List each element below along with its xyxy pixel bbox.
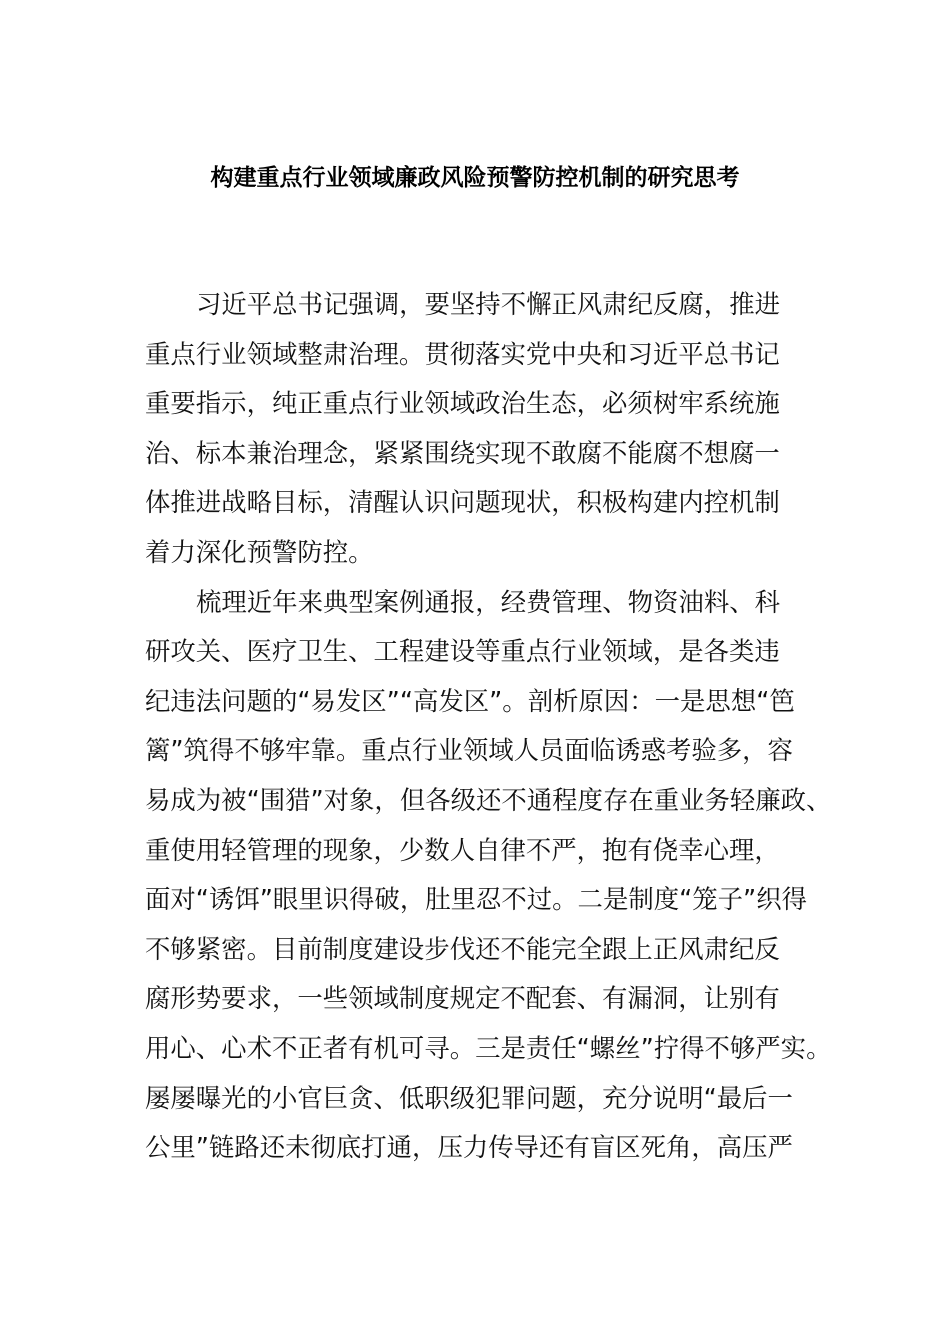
text-line: 纪违法问题的“易发区”“高发区”。剖析原因：一是思想“笆 — [145, 685, 795, 716]
text-line: 习近平总书记强调，要坚持不懈正风肃纪反腐，推进 — [196, 289, 780, 319]
paragraph-1 — [145, 280, 815, 578]
text-line: 体推进战略目标，清醒认识问题现状，积极构建内控机制 — [145, 487, 780, 518]
text-line: 易成为被“围猎”对象，但各级还不通程度存在重业务轻廉政、 — [145, 784, 832, 815]
text-line: 腐形势要求，一些领域制度规定不配套、有漏洞，让别有 — [145, 983, 780, 1014]
text-line: 用心、心术不正者有机可寻。三是责任“螺丝”拧得不够严实。 — [145, 1032, 832, 1063]
text-line: 屡屡曝光的小官巨贪、低职级犯罪问题，充分说明“最后一 — [145, 1082, 793, 1113]
text-line: 公里”链路还未彻底打通，压力传导还有盲区死角，高压严 — [145, 1132, 793, 1163]
text-line: 着力深化预警防控。 — [145, 536, 374, 567]
text-line: 不够紧密。目前制度建设步伐还不能完全跟上正风肃纪反 — [145, 933, 780, 964]
text-line: 梳理近年来典型案例通报，经费管理、物资油料、科 — [196, 586, 780, 617]
document-body — [145, 280, 832, 1173]
document-title: 构建重点行业领域廉政风险预警防控机制的研究思考 — [210, 165, 740, 191]
text-line: 面对“诱饵”眼里识得破，肚里忍不过。二是制度“笼子”织得 — [145, 884, 807, 915]
paragraph-2 — [145, 578, 832, 1173]
text-line: 治、标本兼治理念，紧紧围绕实现不敢腐不能腐不想腐一 — [145, 437, 780, 468]
text-line: 研攻关、医疗卫生、工程建设等重点行业领域，是各类违 — [145, 636, 780, 667]
text-line: 重要指示，纯正重点行业领域政治生态，必须树牢系统施 — [145, 388, 780, 419]
text-line: 重点行业领域整肃治理。贯彻落实党中央和习近平总书记 — [145, 338, 780, 369]
text-line: 重使用轻管理的现象，少数人自律不严，抱有侥幸心理， — [145, 834, 780, 865]
text-line: 篱”筑得不够牢靠。重点行业领域人员面临诱惑考验多，容 — [145, 735, 793, 766]
